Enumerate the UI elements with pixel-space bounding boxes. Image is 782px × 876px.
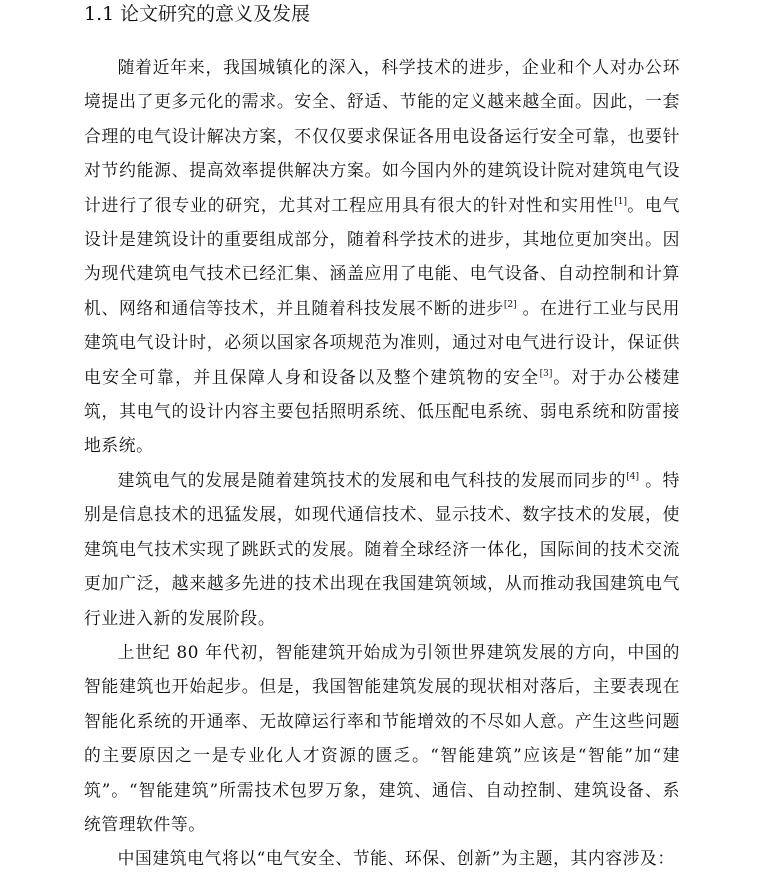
- text-segment: 。电气设计是建筑设计的重要组成部分，随着科学技术的进步，其地位更加突出。因为现代建筑电气技术已经汇集、涵盖应用了电能、电气设备、自动控制和计算机、网络和通信等技术，并且随着科技发展不断的进步: [84, 194, 680, 318]
- text-segment: 中国建筑电气将以“电气安全、节能、环保、创新”为主题，其内容涉及：: [117, 848, 675, 869]
- text-segment: 上世纪 80 年代初，智能建筑开始成为引领世界建筑发展的方向，中国的智能建筑也开始起步。但是，我国智能建筑发展的现状相对落后，主要表现在智能化系统的开通率、无故障运行率和节能增效的不尽如人意。产生这些问题的主要原因之一是专业化人才资源的匮乏。“智能建筑”应该是“智能”加“建筑”。“智能建筑”所需技术包罗万象，建筑、通信、自动控制、建筑设备、系统管理软件等。: [84, 641, 680, 834]
- section-title: 论文研究的意义及发展: [120, 3, 311, 25]
- text-segment: 。在进行工业与民用建筑电气设计时，必须以国家各项规范为准则，通过对电气进行设计，保证供电安全可靠，并且保障人身和设备以及整个建筑物的安全: [84, 297, 680, 387]
- section-heading: [84, 0, 310, 28]
- text-segment: 。特别是信息技术的迅猛发展，如现代通信技术、显示技术、数字技术的发展，使建筑电气技术实现了跳跃式的发展。随着全球经济一体化，国际间的技术交流更加广泛，越来越多先进的技术出现在我国建筑领域，从而推动我国建筑电气行业进入新的发展阶段。: [84, 469, 680, 628]
- text-segment: 建筑电气的发展是随着建筑技术的发展和电气科技的发展而同步的: [117, 469, 627, 490]
- citation-2: [2]: [503, 299, 517, 310]
- paragraph-themes: [84, 841, 680, 875]
- paragraph-development: [84, 463, 680, 635]
- text-segment: 。对于办公楼建筑，其电气的设计内容主要包括照明系统、低压配电系统、弱电系统和防雷接地系统。: [84, 366, 680, 456]
- citation-4: [4]: [626, 471, 639, 482]
- paragraph-intelligent-building: [84, 635, 680, 841]
- body-text: [84, 50, 680, 876]
- text-segment: 随着近年来，我国城镇化的深入，科学技术的进步，企业和个人对办公环境提出了更多元化的需求。安全、舒适、节能的定义越来越全面。因此，一套合理的电气设计解决方案，不仅仅要求保证各用电设备运行安全可靠，也要针对节约能源、提高效率提供解决方案。如今国内外的建筑设计院对建筑电气设计进行了很专业的研究，尤其对工程应用具有很大的针对性和实用性: [84, 57, 680, 215]
- section-number: 1.1: [84, 3, 115, 25]
- paragraph-significance: [84, 50, 680, 463]
- citation-3: [3]: [539, 368, 553, 379]
- citation-1: [1]: [614, 196, 627, 207]
